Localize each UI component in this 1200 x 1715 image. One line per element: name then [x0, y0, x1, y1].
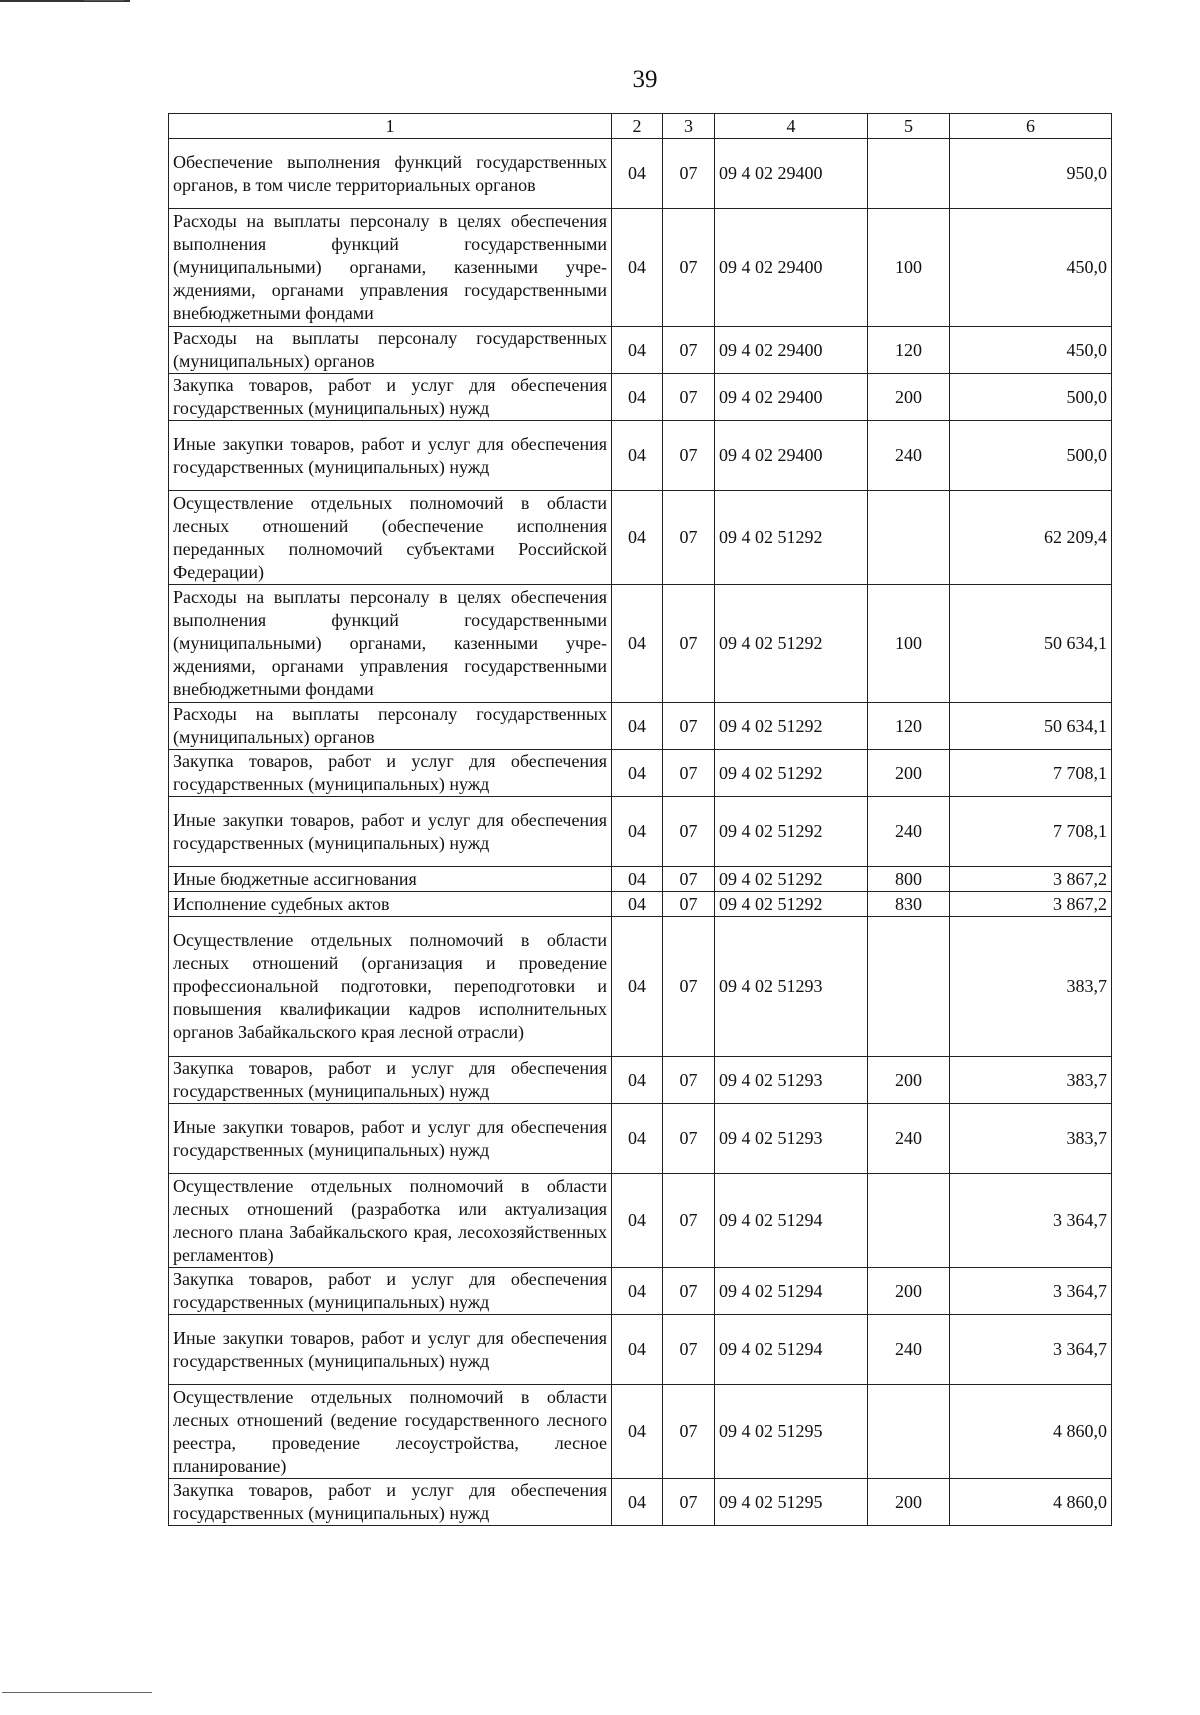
- row-expense-type: 200: [868, 750, 950, 797]
- page-number: 39: [632, 66, 658, 93]
- row-section-code: 04: [612, 750, 663, 797]
- row-amount: 50 634,1: [950, 703, 1112, 750]
- row-section-code: 04: [612, 892, 663, 917]
- row-expense-type: 100: [868, 209, 950, 327]
- row-amount: 383,7: [950, 917, 1112, 1057]
- table-row: [169, 797, 1112, 867]
- row-section-code: 04: [612, 374, 663, 421]
- row-target-article: 09 4 02 51292: [715, 491, 868, 585]
- row-expense-type: 200: [868, 1479, 950, 1526]
- budget-table: [168, 113, 1112, 1526]
- row-section-code: 04: [612, 1268, 663, 1315]
- table-row: [169, 1385, 1112, 1479]
- row-subsection-code: 07: [663, 703, 715, 750]
- row-expense-type: 120: [868, 703, 950, 750]
- row-amount: 4 860,0: [950, 1385, 1112, 1479]
- column-header: 2: [612, 114, 663, 139]
- row-description: Исполнение судебных актов: [169, 892, 612, 917]
- row-target-article: 09 4 02 51295: [715, 1479, 868, 1526]
- table-row: [169, 1315, 1112, 1385]
- row-description: Иные закупки товаров, работ и услуг для обеспечения государственных (муниципальных) нужд: [169, 1104, 612, 1174]
- row-amount: 383,7: [950, 1104, 1112, 1174]
- row-expense-type: [868, 1385, 950, 1479]
- row-expense-type: 200: [868, 1268, 950, 1315]
- row-expense-type: 240: [868, 1104, 950, 1174]
- row-expense-type: [868, 139, 950, 209]
- row-target-article: 09 4 02 51294: [715, 1268, 868, 1315]
- row-subsection-code: 07: [663, 421, 715, 491]
- table-row: [169, 421, 1112, 491]
- row-description: Осуществление отдельных полномочий в области лесных отношений (ведение государственного лесного реестра, проведение лесоустройства, лесное планирование): [169, 1385, 612, 1479]
- row-section-code: 04: [612, 1385, 663, 1479]
- row-description: Осуществление отдельных полномочий в области лесных отношений (разработка или актуализация лесного плана Забайкальского края, лесохозяйственных регламентов): [169, 1174, 612, 1268]
- row-subsection-code: 07: [663, 1315, 715, 1385]
- table-row: [169, 327, 1112, 374]
- row-target-article: 09 4 02 29400: [715, 327, 868, 374]
- row-amount: 3 364,7: [950, 1268, 1112, 1315]
- row-expense-type: 240: [868, 1315, 950, 1385]
- table-row: [169, 374, 1112, 421]
- table-row: [169, 585, 1112, 703]
- row-description: Расходы на выплаты персоналу в целях обеспечения выполнения функций государственными (муниципальными) органами, казенными учреждениями, органами управления государственными внебюджетными фондами: [169, 209, 612, 327]
- row-target-article: 09 4 02 51292: [715, 703, 868, 750]
- column-header: 6: [950, 114, 1112, 139]
- row-subsection-code: 07: [663, 139, 715, 209]
- row-expense-type: 830: [868, 892, 950, 917]
- table-row: [169, 703, 1112, 750]
- row-amount: 7 708,1: [950, 797, 1112, 867]
- table-row: [169, 917, 1112, 1057]
- scan-edge-mark: [84, 0, 124, 1]
- row-description: Иные закупки товаров, работ и услуг для обеспечения государственных (муниципальных) нужд: [169, 421, 612, 491]
- row-expense-type: 100: [868, 585, 950, 703]
- column-header: 3: [663, 114, 715, 139]
- row-section-code: 04: [612, 797, 663, 867]
- row-section-code: 04: [612, 917, 663, 1057]
- row-subsection-code: 07: [663, 750, 715, 797]
- row-subsection-code: 07: [663, 1479, 715, 1526]
- row-section-code: 04: [612, 1174, 663, 1268]
- row-section-code: 04: [612, 1479, 663, 1526]
- row-description: Иные бюджетные ассигнования: [169, 867, 612, 892]
- table-row: [169, 1268, 1112, 1315]
- row-subsection-code: 07: [663, 1268, 715, 1315]
- row-amount: 500,0: [950, 374, 1112, 421]
- row-section-code: 04: [612, 1104, 663, 1174]
- table-row: [169, 139, 1112, 209]
- row-target-article: 09 4 02 51292: [715, 797, 868, 867]
- row-subsection-code: 07: [663, 867, 715, 892]
- row-expense-type: [868, 917, 950, 1057]
- row-subsection-code: 07: [663, 209, 715, 327]
- row-subsection-code: 07: [663, 797, 715, 867]
- row-section-code: 04: [612, 1057, 663, 1104]
- row-section-code: 04: [612, 327, 663, 374]
- row-description: Расходы на выплаты персоналу в целях обеспечения выполнения функций государственными (муниципальными) органами, казенными учреждениями, органами управления государственными внебюджетными фондами: [169, 585, 612, 703]
- row-section-code: 04: [612, 421, 663, 491]
- table-row: [169, 209, 1112, 327]
- row-section-code: 04: [612, 1315, 663, 1385]
- row-expense-type: 240: [868, 797, 950, 867]
- row-expense-type: 200: [868, 374, 950, 421]
- row-amount: 450,0: [950, 209, 1112, 327]
- row-amount: 3 364,7: [950, 1315, 1112, 1385]
- row-description: Осуществление отдельных полномочий в области лесных отношений (обеспечение исполнения переданных полномочий субъектами Российской Федерации): [169, 491, 612, 585]
- row-description: Закупка товаров, работ и услуг для обеспечения государственных (муниципальных) нужд: [169, 1057, 612, 1104]
- row-description: Осуществление отдельных полномочий в области лесных отношений (организация и проведение профессиональной подготовки, переподготовки и повышения квалификации кадров исполнительных органов Забайкальского края лесной отрасли): [169, 917, 612, 1057]
- column-header: 4: [715, 114, 868, 139]
- row-target-article: 09 4 02 51292: [715, 585, 868, 703]
- row-section-code: 04: [612, 139, 663, 209]
- row-amount: 62 209,4: [950, 491, 1112, 585]
- row-amount: 4 860,0: [950, 1479, 1112, 1526]
- table-row: [169, 1057, 1112, 1104]
- row-amount: 3 867,2: [950, 892, 1112, 917]
- row-subsection-code: 07: [663, 892, 715, 917]
- row-amount: 500,0: [950, 421, 1112, 491]
- row-description: Расходы на выплаты персоналу государственных (муниципальных) органов: [169, 703, 612, 750]
- row-subsection-code: 07: [663, 917, 715, 1057]
- row-section-code: 04: [612, 867, 663, 892]
- row-amount: 950,0: [950, 139, 1112, 209]
- row-description: Закупка товаров, работ и услуг для обеспечения государственных (муниципальных) нужд: [169, 1479, 612, 1526]
- row-amount: 3 867,2: [950, 867, 1112, 892]
- row-description: Обеспечение выполнения функций государственных органов, в том числе территориальных органов: [169, 139, 612, 209]
- row-subsection-code: 07: [663, 1104, 715, 1174]
- row-expense-type: 240: [868, 421, 950, 491]
- row-expense-type: 120: [868, 327, 950, 374]
- row-subsection-code: 07: [663, 1385, 715, 1479]
- row-target-article: 09 4 02 51292: [715, 867, 868, 892]
- row-expense-type: [868, 491, 950, 585]
- row-target-article: 09 4 02 51294: [715, 1174, 868, 1268]
- row-subsection-code: 07: [663, 491, 715, 585]
- row-subsection-code: 07: [663, 1057, 715, 1104]
- row-expense-type: 200: [868, 1057, 950, 1104]
- table-row: [169, 750, 1112, 797]
- row-description: Закупка товаров, работ и услуг для обеспечения государственных (муниципальных) нужд: [169, 1268, 612, 1315]
- row-description: Иные закупки товаров, работ и услуг для обеспечения государственных (муниципальных) нужд: [169, 1315, 612, 1385]
- table-row: [169, 1479, 1112, 1526]
- row-section-code: 04: [612, 209, 663, 327]
- column-header: 1: [169, 114, 612, 139]
- row-target-article: 09 4 02 29400: [715, 374, 868, 421]
- row-target-article: 09 4 02 29400: [715, 139, 868, 209]
- row-amount: 50 634,1: [950, 585, 1112, 703]
- table-body: [169, 114, 1112, 1526]
- table-row: [169, 1174, 1112, 1268]
- row-target-article: 09 4 02 51293: [715, 1057, 868, 1104]
- row-target-article: 09 4 02 51293: [715, 1104, 868, 1174]
- row-target-article: 09 4 02 51293: [715, 917, 868, 1057]
- row-target-article: 09 4 02 29400: [715, 209, 868, 327]
- row-description: Иные закупки товаров, работ и услуг для обеспечения государственных (муниципальных) нужд: [169, 797, 612, 867]
- row-subsection-code: 07: [663, 585, 715, 703]
- row-description: Закупка товаров, работ и услуг для обеспечения государственных (муниципальных) нужд: [169, 750, 612, 797]
- table-row: [169, 491, 1112, 585]
- row-target-article: 09 4 02 51292: [715, 892, 868, 917]
- row-expense-type: 800: [868, 867, 950, 892]
- table-header-row: [169, 114, 1112, 139]
- table-row: [169, 1104, 1112, 1174]
- row-amount: 450,0: [950, 327, 1112, 374]
- row-target-article: 09 4 02 51292: [715, 750, 868, 797]
- row-section-code: 04: [612, 491, 663, 585]
- row-amount: 3 364,7: [950, 1174, 1112, 1268]
- row-section-code: 04: [612, 703, 663, 750]
- row-expense-type: [868, 1174, 950, 1268]
- row-target-article: 09 4 02 51295: [715, 1385, 868, 1479]
- row-subsection-code: 07: [663, 374, 715, 421]
- column-header: 5: [868, 114, 950, 139]
- row-target-article: 09 4 02 29400: [715, 421, 868, 491]
- row-section-code: 04: [612, 585, 663, 703]
- row-description: Расходы на выплаты персоналу государственных (муниципальных) органов: [169, 327, 612, 374]
- row-target-article: 09 4 02 51294: [715, 1315, 868, 1385]
- row-subsection-code: 07: [663, 1174, 715, 1268]
- row-description: Закупка товаров, работ и услуг для обеспечения государственных (муниципальных) нужд: [169, 374, 612, 421]
- table-row: [169, 867, 1112, 892]
- row-amount: 7 708,1: [950, 750, 1112, 797]
- table-row: [169, 892, 1112, 917]
- row-amount: 383,7: [950, 1057, 1112, 1104]
- row-subsection-code: 07: [663, 327, 715, 374]
- scan-edge-mark: [2, 1692, 152, 1693]
